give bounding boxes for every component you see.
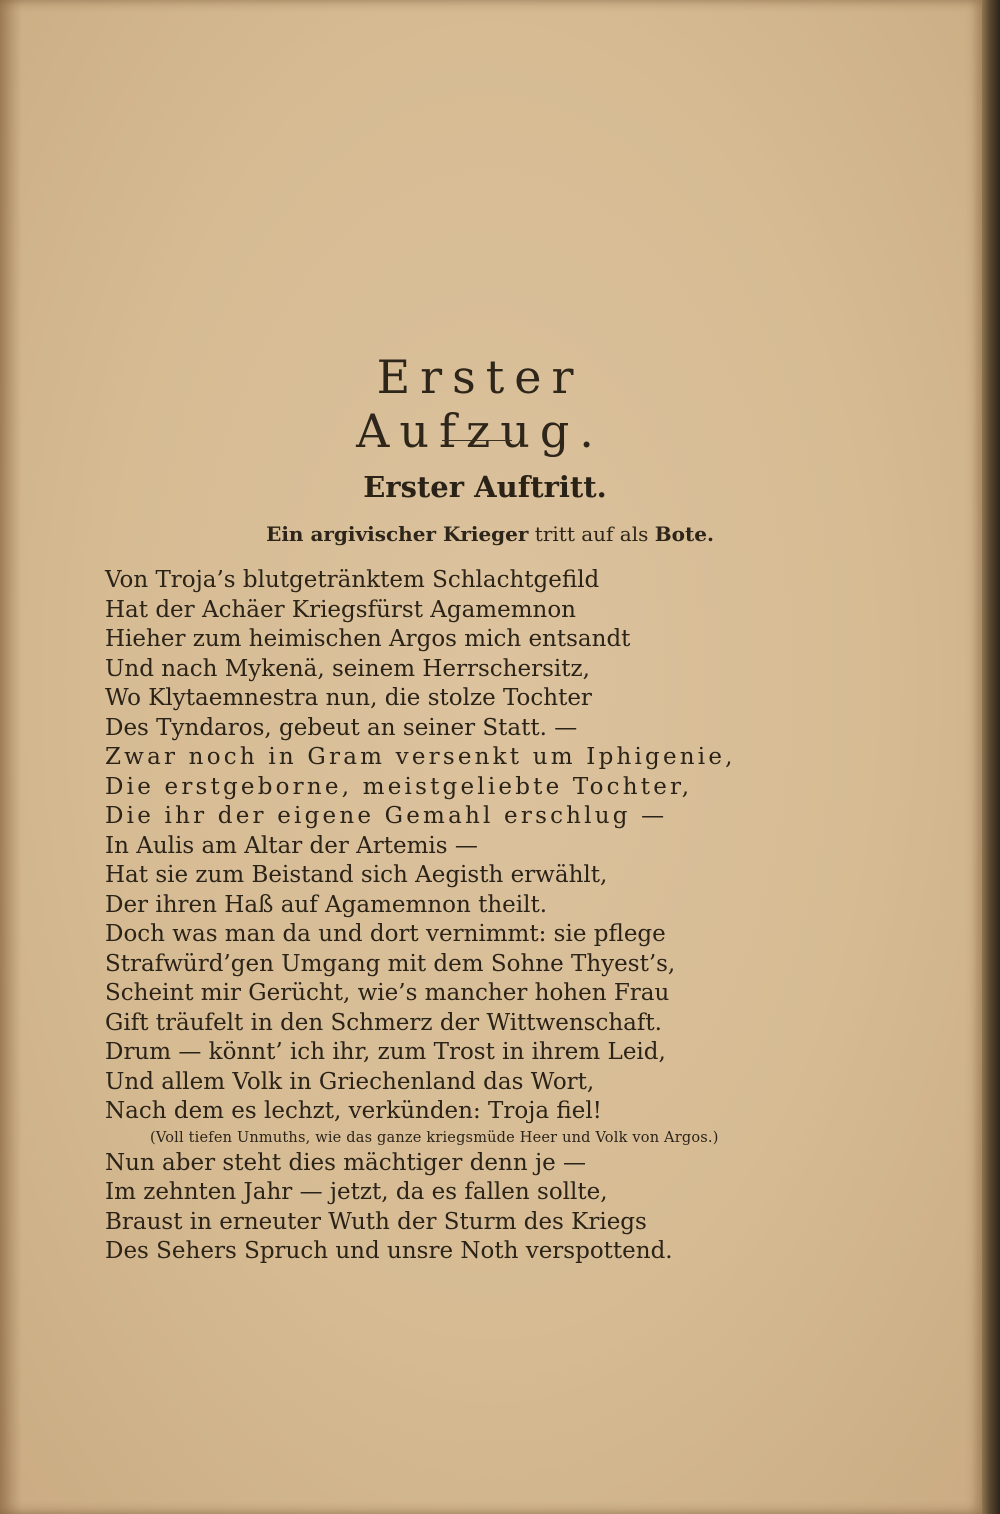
verse-line: Gift träufelt in den Schmerz der Wittwenschaft. <box>105 1009 662 1036</box>
verse-line: Drum — könnt’ ich ihr, zum Trost in ihrem Leid, <box>105 1039 666 1065</box>
stage-direction-text: tritt auf als <box>528 522 655 546</box>
stage-note: (Voll tiefen Unmuths, wie das ganze kriegsmüde Heer und Volk von Argos.) <box>150 1129 719 1146</box>
act-heading: Erster Aufzug. <box>356 350 604 458</box>
verse-line: Und allem Volk in Griechenland das Wort, <box>105 1068 595 1095</box>
verse-line: Nun aber steht dies mächtiger denn je — <box>105 1149 587 1176</box>
verse-block <box>105 566 825 1267</box>
scene-heading: Erster Auftritt. <box>363 470 607 504</box>
verse-line: In Aulis am Altar der Artemis — <box>105 832 478 859</box>
verse-line: Des Sehers Spruch und unsre Noth verspottend. <box>105 1238 673 1264</box>
verse-line: Hieher zum heimischen Argos mich entsandt <box>105 626 631 652</box>
heading-divider <box>442 440 512 441</box>
verse-line: Nach dem es lechzt, verkünden: Troja fiel! <box>105 1098 602 1124</box>
verse-line: Hat sie zum Beistand sich Aegisth erwählt, <box>105 862 608 888</box>
verse-line: Hat der Achäer Kriegsfürst Agamemnon <box>105 596 576 623</box>
page-edge <box>982 0 1000 1514</box>
verse-line: Im zehnten Jahr — jetzt, da es fallen sollte, <box>105 1179 608 1205</box>
verse-line: Die ihr der eigene Gemahl erschlug — <box>105 803 668 829</box>
stage-direction-character: Ein argivischer Krieger <box>266 522 529 546</box>
verse-line: Braust in erneuter Wuth der Sturm des Kriegs <box>105 1208 647 1235</box>
page-gutter-stain <box>0 0 22 1514</box>
verse-line: Strafwürd’gen Umgang mit dem Sohne Thyest’s, <box>105 950 676 977</box>
verse-line: Der ihren Haß auf Agamemnon theilt. <box>105 891 548 918</box>
verse-line: Von Troja’s blutgetränktem Schlachtgefild <box>105 567 600 593</box>
stage-direction-role: Bote. <box>654 522 714 546</box>
verse-line: Zwar noch in Gram versenkt um Iphigenie, <box>105 744 736 770</box>
stage-direction <box>130 522 850 546</box>
verse-line: Des Tyndaros, gebeut an seiner Statt. — <box>105 714 578 741</box>
verse-line: Doch was man da und dort vernimmt: sie pflege <box>105 921 666 947</box>
verse-line: Und nach Mykenä, seinem Herrschersitz, <box>105 655 590 682</box>
verse-line: Wo Klytaemnestra nun, die stolze Tochter <box>105 685 592 711</box>
verse-line: Scheint mir Gerücht, wie’s mancher hohen Frau <box>105 980 670 1006</box>
verse-line: Die erstgeborne, meistgeliebte Tochter, <box>105 773 693 800</box>
